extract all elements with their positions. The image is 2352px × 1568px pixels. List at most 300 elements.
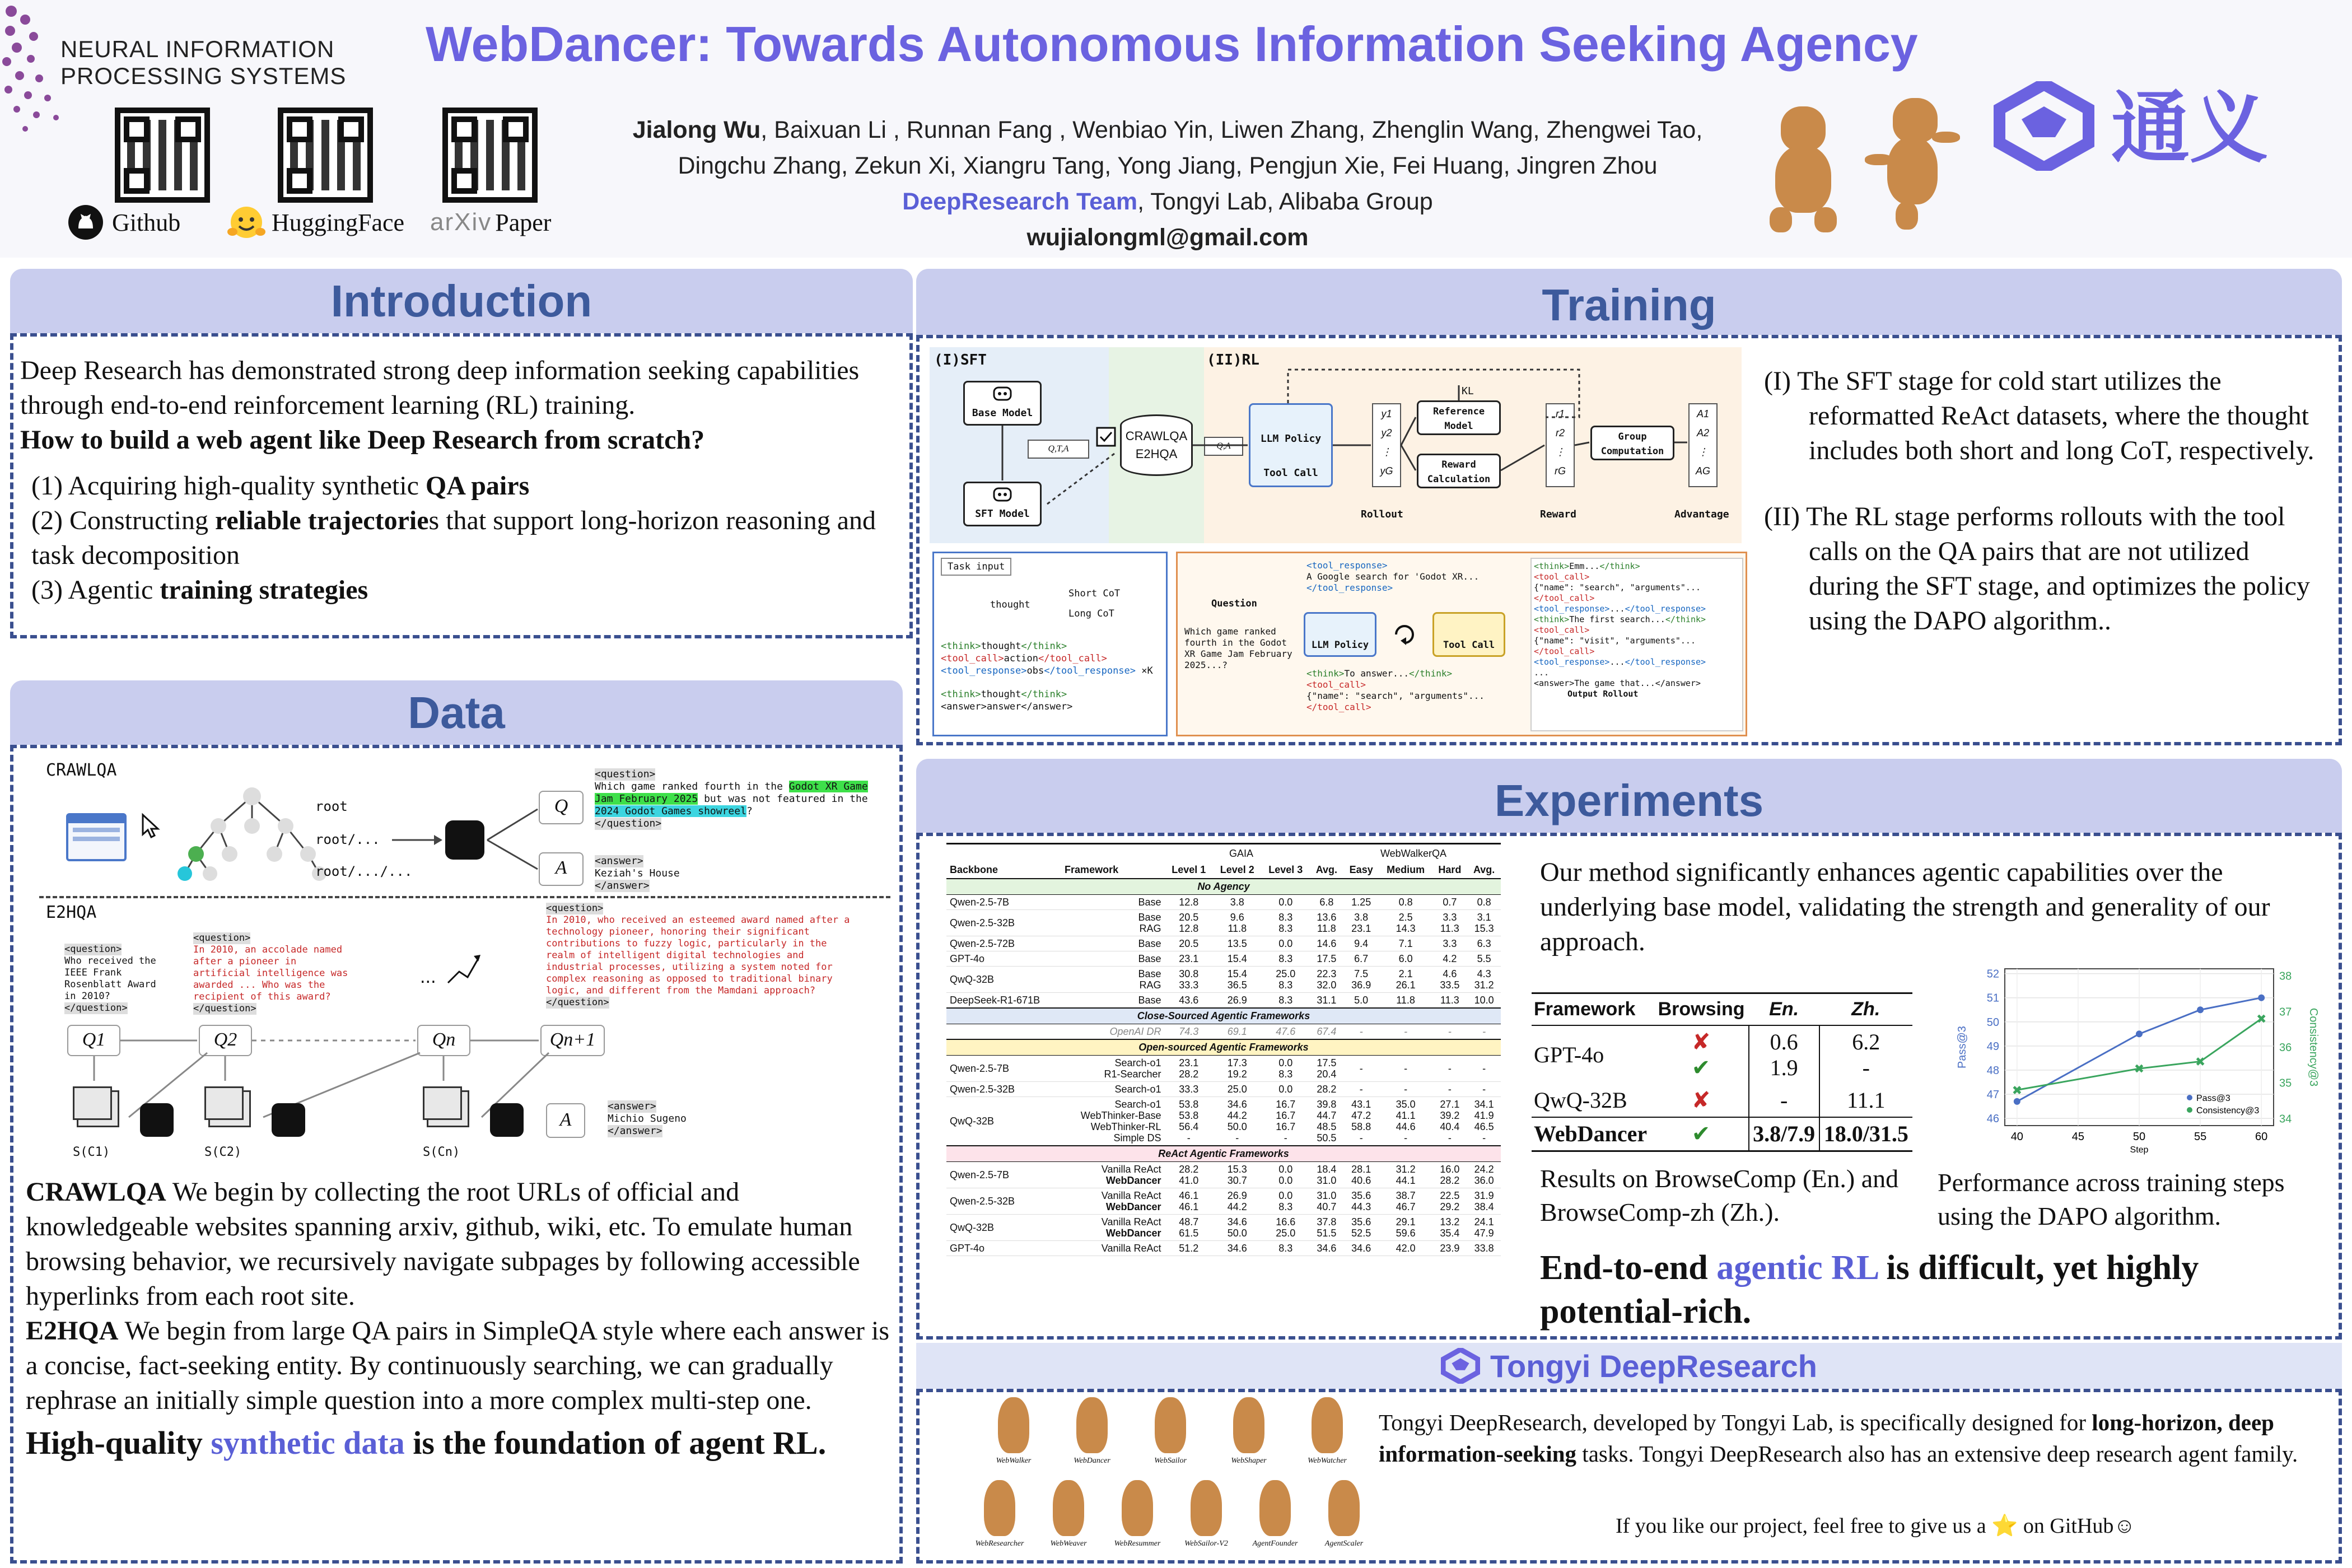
agent-family-label: WebWalker [996, 1457, 1032, 1465]
table-cell: 16.7 16.7 16.7 - [1276, 1099, 1296, 1144]
table-cell: 5.0 [1354, 995, 1369, 1006]
x-tick-label: 55 [2194, 1131, 2207, 1143]
neurips-line2: PROCESSING SYSTEMS [60, 63, 347, 89]
rl-trace-bottom: <think>To answer...</think> <tool_call> {"name": "search", "arguments"... </tool_call> [1306, 668, 1485, 712]
kl-label: KL [1462, 385, 1474, 397]
authors-block [577, 112, 1758, 255]
table-row [946, 967, 1501, 993]
table-cell: 38.7 46.7 [1396, 1190, 1416, 1212]
agent-family-item [1313, 1480, 1375, 1556]
table-cell: 23.1 [1179, 953, 1199, 964]
qa-branch-arrows [484, 801, 546, 879]
x-axis-label: Step [2130, 1145, 2149, 1155]
table-cell: 0.0 8.3 [1278, 1190, 1293, 1212]
agent-mascot [1233, 1397, 1264, 1453]
table-cell: 11.8 [1396, 995, 1415, 1006]
table-cell: Qwen-2.5-7B [950, 1063, 1010, 1074]
table-row [946, 1082, 1501, 1097]
table-cell: 16.6 25.0 [1276, 1216, 1296, 1239]
github-qr[interactable] [115, 108, 210, 203]
x-tick-label: 60 [2255, 1131, 2268, 1143]
table-cell: 53.8 53.8 56.4 - [1179, 1099, 1199, 1144]
agent-mascot [1122, 1480, 1153, 1536]
table-row [946, 1097, 1501, 1146]
table-cell: 26.9 [1227, 995, 1247, 1006]
table-cell: 3.1 15.3 [1474, 912, 1494, 934]
table-cell: 0.0 8.3 [1278, 1057, 1293, 1080]
results-header-cell: Backbone [950, 864, 998, 875]
table-row [946, 936, 1501, 951]
rl-example [1176, 552, 1747, 736]
table-cell: 8.3 [1278, 1243, 1293, 1254]
star-note-post: on GitHub☺ [2018, 1514, 2136, 1538]
huggingface-link[interactable] [227, 203, 404, 242]
data-point [2014, 1098, 2020, 1105]
y-tick-label: 50 [1986, 1016, 1999, 1029]
table-cell: Vanilla ReAct WebDancer [1101, 1190, 1161, 1212]
agent-mascot [984, 1480, 1015, 1536]
root-label-1: root [315, 799, 348, 814]
agent-family-item [1218, 1397, 1280, 1473]
cursor-icon [140, 812, 162, 840]
table-cell: 22.3 32.0 [1317, 968, 1337, 991]
table-cell: 34.6 50.0 [1227, 1216, 1247, 1239]
agent-family-label: WebShaper [1231, 1457, 1267, 1465]
authors-line1 [577, 112, 1758, 148]
table-row [1532, 1117, 1912, 1151]
table-cell: 5.5 [1477, 953, 1491, 964]
table-cell: 17.5 [1317, 953, 1337, 964]
data-point: ✖ [2256, 1012, 2267, 1027]
table-cell: 0.0 [1278, 897, 1293, 908]
table-cell: 17.5 20.4 [1317, 1057, 1337, 1080]
legend-label: Consistency@3 [2196, 1106, 2260, 1116]
table-cell: 69.1 [1227, 1026, 1247, 1037]
legend-marker [2187, 1107, 2192, 1113]
agent-mascot [1053, 1480, 1084, 1536]
y2-tick-label: 36 [2279, 1042, 2292, 1054]
table-cell: Vanilla ReAct [1101, 1243, 1161, 1254]
table-cell: Qwen-2.5-32B [950, 917, 1015, 928]
table-cell: - [1482, 1026, 1486, 1037]
table-cell: 3.8 23.1 [1351, 912, 1371, 934]
table-cell: 9.6 11.8 [1228, 912, 1247, 934]
thought-label: thought [990, 599, 1030, 610]
crawl-q-end: ? [746, 805, 753, 817]
exp-takeaway-accent: agentic RL [1716, 1249, 1878, 1287]
results-section-title: Open-sourced Agentic Frameworks [946, 1039, 1501, 1056]
github-link[interactable] [67, 203, 180, 242]
table-cell: 43.1 47.2 58.8 - [1351, 1099, 1371, 1144]
y-tick-label: 49 [1986, 1040, 1999, 1053]
data-text [26, 1175, 899, 1464]
table-cell: 31.2 44.1 [1396, 1164, 1416, 1186]
e2h-q2-text: In 2010, an accolade named after a pioneer in artificial intelligence was awarded ... Who was the recipient of this award? [193, 944, 348, 1002]
table-group-gaia: GAIA [1229, 848, 1254, 859]
reward-label: Reward [1540, 508, 1577, 520]
table-cell: 6.3 [1477, 938, 1491, 949]
results-section-title: No Agency [946, 879, 1501, 895]
intro-item-3-text: (3) Agentic [31, 575, 160, 605]
table-cell: 43.6 [1179, 995, 1199, 1006]
experiments-takeaway [1540, 1246, 2324, 1333]
sft-label: (I)SFT [934, 352, 987, 368]
trend-up-icon [420, 949, 482, 988]
table-cell: Base RAG [1138, 912, 1161, 934]
experiments-title: Experiments [916, 759, 2342, 833]
table-cell: - [1404, 1026, 1408, 1037]
e2h-q2-block: <question> In 2010, an accolade named after a pioneer in artificial intelligence was awarded ... Who was the recipient of this award? </question> [193, 932, 356, 1015]
table-cell: 34.6 [1227, 1243, 1247, 1254]
intro-item-2-text: (2) Constructing [31, 506, 215, 535]
crawl-q-highlight-2: 2024 Godot Games showreel [595, 805, 746, 817]
table-cell: - [1359, 1084, 1363, 1095]
arrow-to-llm [392, 832, 442, 848]
github-star-note[interactable] [1616, 1513, 2135, 1538]
browsecomp-table [1532, 992, 1912, 1152]
y2-axis-label: Consistency@3 [2307, 1007, 2320, 1087]
e2hqa-paragraph [26, 1314, 899, 1418]
table-cell: 23.1 28.2 [1179, 1057, 1199, 1080]
poster-title: WebDancer: Towards Autonomous Information Seeking Agency [426, 16, 1918, 72]
tool-call-label: Tool Call [1263, 467, 1318, 479]
table-cell: 2.5 14.3 [1396, 912, 1416, 934]
table-cell: Base [1138, 897, 1161, 908]
table-cell: Base [1138, 995, 1161, 1006]
results-section-row [946, 1039, 1501, 1056]
agent-family-label: WebResummer [1114, 1539, 1161, 1548]
table-cell: - [1359, 1026, 1363, 1037]
a-node-e2h: A [546, 1103, 585, 1138]
e2h-q3-text: In 2010, who received an esteemed award named after a technology pioneer, honoring their significant contributions to fuzzy logic, particularly in the realm of intelligent digital technologies and industrial processes, utilizing a system noted for complex reasoning as opposed to traditional binary logic, and different from the Mamdani approach? [546, 914, 850, 996]
intro-list [20, 469, 900, 608]
training-text [1764, 364, 2324, 638]
table-cell: 31.0 40.7 [1317, 1190, 1337, 1212]
table-cell: 0.0 0.0 [1278, 1164, 1293, 1186]
table-cell: - [1482, 1063, 1486, 1074]
table-cell: Base [1138, 938, 1161, 949]
table-cell: 4.2 [1443, 953, 1457, 964]
table-cell: 31.1 [1317, 995, 1337, 1006]
email[interactable]: wujialongml@gmail.com [1026, 224, 1309, 251]
y2-tick-label: 37 [2279, 1006, 2292, 1019]
agent-family-item [1038, 1480, 1099, 1556]
q-node-n: Qn [417, 1025, 470, 1056]
root-label-3: root/.../... [315, 864, 413, 879]
table-cell: 24.1 47.9 [1474, 1216, 1494, 1239]
crawl-q-pre: Which game ranked fourth in the [595, 781, 789, 792]
github-label: Github [112, 208, 181, 236]
table-cell: 37.8 51.5 [1317, 1216, 1337, 1239]
qta-token-card: Q,T,A [1028, 440, 1089, 459]
table-cell: 12.8 [1179, 897, 1199, 908]
neurips-line1: NEURAL INFORMATION [60, 36, 335, 62]
table-cell: GPT-4o [1534, 1042, 1604, 1067]
table-cell: 25.0 [1227, 1084, 1247, 1095]
huggingface-qr[interactable] [278, 108, 373, 203]
table-cell: 28.2 41.0 [1179, 1164, 1199, 1186]
table-cell: 15.4 36.5 [1227, 968, 1247, 991]
table-cell: - [1749, 1084, 1819, 1117]
table-cell: 34.6 [1351, 1243, 1371, 1254]
intro-item-3-bold: training strategies [160, 575, 368, 605]
paper-qr[interactable] [442, 108, 538, 203]
table-row [946, 1056, 1501, 1082]
table-cell: 24.2 36.0 [1474, 1164, 1494, 1186]
table-cell: QwQ-32B [950, 974, 995, 985]
table-cell: OpenAI DR [1109, 1026, 1161, 1037]
experiments-intro: Our method significantly enhances agentic capabilities over the underlying base model, validating the strength and generality of our approach. [1540, 857, 2270, 956]
table-cell: 6.2 - [1819, 1025, 1912, 1084]
group-comp-label: Group Computation [1600, 431, 1664, 457]
agent-mascot [1191, 1480, 1222, 1536]
table-cell: 74.3 [1179, 1026, 1199, 1037]
q-node-2: Q2 [199, 1025, 252, 1056]
pages-stack-n [423, 1086, 462, 1120]
star-icon: ⭐ [1991, 1513, 2018, 1538]
y-tick-label: 48 [1986, 1064, 1999, 1077]
table-cell: Qwen-2.5-72B [950, 938, 1015, 949]
results-header-cell: Easy [1349, 864, 1373, 875]
results-header-cell: Avg. [1473, 864, 1495, 875]
agent-family-item [1244, 1480, 1306, 1556]
results-header-cell: Level 1 [1172, 864, 1206, 875]
results-header-cell: Level 3 [1268, 864, 1303, 875]
table-cell: 27.1 39.2 40.4 - [1440, 1099, 1460, 1144]
browsecomp-caption: Results on BrowseComp (En.) and BrowseComp-zh (Zh.). [1540, 1164, 1899, 1226]
table-row [946, 1241, 1501, 1256]
dataset-crawlqa: CRAWLQA [1125, 429, 1188, 443]
table-cell: 6.0 [1398, 953, 1413, 964]
data-point: ✖ [2134, 1062, 2145, 1077]
table-row [946, 910, 1501, 936]
intro-item-1-bold: QA pairs [425, 471, 530, 501]
tongyi-desc-bold: long-horizon, deep information-seeking [1379, 1410, 2274, 1467]
long-cot-label: Long CoT [1068, 608, 1114, 619]
table-cell: Qwen-2.5-7B [950, 1169, 1010, 1180]
crawlqa-bold: CRAWLQA [26, 1177, 166, 1207]
table-cell: 34.6 44.2 50.0 - [1227, 1099, 1247, 1144]
affiliation-line [577, 184, 1758, 220]
crawl-question-block: <question> Which game ranked fourth in the Godot XR Game Jam February 2025 but was not featured in the 2024 Godot Games showreel? </question> [595, 768, 886, 830]
paper-link[interactable] [430, 203, 551, 242]
cycle-icon [1390, 620, 1418, 648]
data-point [2197, 1006, 2204, 1013]
intro-title: Introduction [10, 269, 913, 333]
data-title: Data [10, 680, 903, 745]
question-example: Which game ranked fourth in the Godot XR Game Jam February 2025...? [1184, 626, 1292, 670]
agent-mascot [998, 1397, 1029, 1453]
tongyi-desc [1379, 1407, 2320, 1469]
llm-icon-1 [140, 1103, 174, 1137]
table-cell: - [1448, 1026, 1452, 1037]
rl-label: (II)RL [1207, 352, 1259, 368]
e2h-q1-block: <question> Who received the IEEE Frank Rosenblatt Award in 2010? </question> [64, 944, 171, 1014]
results-table [946, 862, 1501, 1256]
table-cell: 3.8/7.9 [1749, 1117, 1819, 1151]
llm-policy-label: LLM Policy [1260, 433, 1322, 445]
reward-calc-label: Reward Calculation [1427, 459, 1491, 485]
table-cell: 46.1 46.1 [1179, 1190, 1199, 1212]
agent-mascot [1312, 1397, 1343, 1453]
agent-family-label: WebWeaver [1050, 1539, 1087, 1548]
pages-stack-2 [204, 1086, 244, 1120]
dataset-e2hqa: E2HQA [1135, 447, 1178, 461]
agent-family-label: WebSailor-V2 [1184, 1539, 1228, 1548]
s-label-1: S(C1) [73, 1145, 110, 1159]
team-name: DeepResearch Team [902, 188, 1138, 215]
bc-header-browsing: Browsing [1658, 998, 1745, 1020]
table-cell: 42.0 [1396, 1243, 1416, 1254]
reward-outputs: r1 r2 ⋮ rG [1546, 403, 1575, 487]
exp-takeaway-pre: End-to-end [1540, 1249, 1717, 1287]
table-cell: ✘ [1691, 1088, 1711, 1113]
crawl-q-highlight-1: Godot XR Game Jam February 2025 [595, 781, 868, 805]
table-cell: - [1359, 1063, 1363, 1074]
table-cell: 11.3 [1440, 995, 1459, 1006]
advantage-label: Advantage [1674, 508, 1729, 520]
agent-family-item [1061, 1397, 1123, 1473]
intro-item-3 [31, 573, 900, 608]
e2h-q3-block: <question> In 2010, who received an esteemed award named after a technology pioneer, honoring their significant contributions to fuzzy logic, particularly in the realm of intelligent digital technologies and industrial processes, utilizing a system noted for complex reasoning as opposed to traditional binary logic, and different from the Mamdani approach? </question> [546, 903, 860, 1009]
results-section-title: Close-Sourced Agentic Frameworks [946, 1008, 1501, 1024]
paper-label: Paper [495, 208, 552, 236]
q-node-crawl: Q [539, 791, 584, 824]
table-cell: 18.4 31.0 [1317, 1164, 1337, 1186]
mascot-1 [1758, 106, 1848, 235]
sft-model-label: SFT Model [975, 508, 1030, 520]
e2h-chain [50, 1019, 862, 1165]
y2-tick-label: 35 [2279, 1077, 2292, 1090]
table-cell: 30.8 33.3 [1179, 968, 1199, 991]
table-row [946, 1215, 1501, 1241]
table-cell [946, 1024, 1061, 1040]
results-header-cell: Avg. [1315, 864, 1338, 875]
rl-stage-text: (II) The RL stage performs rollouts with the tool calls on the QA pairs that are not utilized during the SFT stage, and optimizes the policy using the DAPO algorithm.. [1764, 502, 2310, 636]
intro-question: How to build a web agent like Deep Research from scratch? [20, 425, 705, 455]
reference-model-label: Reference Model [1432, 406, 1485, 432]
crawlqa-desc: We begin by collecting the root URLs of official and knowledgeable websites spanning arxiv, github, wiki, etc. To emulate human browsing behavior, we recursively navigate subpages by following accessible hyperlinks from each root site. [26, 1177, 860, 1311]
table-cell: - [1482, 1084, 1486, 1095]
tongyi-desc-post: tasks. Tongyi DeepResearch also has an extensive deep research agent family. [1576, 1441, 2298, 1467]
mascot-2 [1865, 98, 1960, 232]
table-row [946, 951, 1501, 967]
table-row [946, 1188, 1501, 1215]
base-model-label: Base Model [972, 407, 1033, 419]
table-cell: 39.8 44.7 48.5 50.5 [1317, 1099, 1337, 1144]
affiliation: , Tongyi Lab, Alibaba Group [1137, 188, 1433, 215]
y-tick-label: 47 [1986, 1089, 1999, 1101]
agent-mascot [1155, 1397, 1186, 1453]
table-cell: 13.5 [1227, 938, 1247, 949]
table-cell: 0.7 [1443, 897, 1457, 908]
table-cell: 0.8 [1398, 897, 1413, 908]
tongyi-title: Tongyi DeepResearch [1490, 1348, 1818, 1384]
y-tick-label: 52 [1986, 968, 1999, 981]
e2hqa-bold: E2HQA [26, 1316, 119, 1346]
results-section-row [946, 879, 1501, 895]
question-chip: Question [1211, 598, 1257, 609]
data-takeaway-accent: synthetic data [211, 1425, 405, 1461]
table-cell: Search-o1 R1-Searcher [1104, 1057, 1161, 1080]
e2h-answer-text: Michio Sugeno [608, 1113, 687, 1124]
table-cell: 13.2 35.4 [1440, 1216, 1460, 1239]
bc-header-zh: Zh. [1851, 998, 1880, 1020]
agent-family-grid [974, 1397, 1378, 1560]
bc-header-en: En. [1769, 998, 1799, 1020]
agent-mascot [1076, 1397, 1108, 1453]
table-cell: QwQ-32B [950, 1116, 995, 1127]
table-cell: 13.6 11.8 [1317, 912, 1337, 934]
table-cell: WebDancer [1534, 1121, 1648, 1146]
table-cell: 29.1 59.6 [1396, 1216, 1416, 1239]
crawl-q-mid: but was not featured in the [698, 793, 868, 805]
star-note-pre: If you like our project, feel free to give us a [1616, 1514, 1992, 1538]
table-cell: DeepSeek-R1-671B [950, 995, 1040, 1006]
intro-item-1-text: (1) Acquiring high-quality synthetic [31, 471, 426, 501]
agent-mascot [1328, 1480, 1360, 1536]
table-cell: 3.8 [1230, 897, 1244, 908]
table-cell: Base RAG [1138, 968, 1161, 991]
table-cell: - [1448, 1084, 1452, 1095]
table-cell: 0.8 [1477, 897, 1491, 908]
data-point [2258, 995, 2265, 1001]
tongyi-brand-text: 通义 [2111, 83, 2269, 174]
table-cell: 4.3 31.2 [1474, 968, 1494, 991]
llm-icon-n [490, 1103, 524, 1137]
task-input-chip: Task input [941, 558, 1011, 576]
neurips-name [60, 36, 346, 90]
root-label-2: root/... [315, 832, 380, 847]
table-cell: 31.9 38.4 [1474, 1190, 1494, 1212]
table-cell: 33.8 [1474, 1243, 1494, 1254]
table-cell: 14.6 [1317, 938, 1337, 949]
table-cell: 67.4 [1317, 1026, 1337, 1037]
chart-caption: Performance across training steps using the DAPO algorithm. [1938, 1168, 2285, 1230]
s-label-n: S(Cn) [423, 1145, 460, 1159]
results-header-cell: Level 2 [1220, 864, 1254, 875]
table-cell: 7.1 [1398, 938, 1413, 949]
legend-label: Pass@3 [2196, 1094, 2230, 1103]
tongyi-small-logo-icon [1441, 1348, 1480, 1384]
table-cell: 51.2 [1179, 1243, 1199, 1254]
table-cell: - [1404, 1084, 1408, 1095]
crawl-question-text [595, 781, 886, 818]
intro-item-2-bold: reliable trajectorie [214, 506, 429, 535]
table-cell: 15.3 30.7 [1227, 1164, 1247, 1186]
data-point: ✖ [2195, 1055, 2206, 1070]
x-tick-label: 40 [2010, 1131, 2023, 1143]
e2hqa-label: E2HQA [46, 903, 97, 922]
results-section-row [946, 1008, 1501, 1024]
table-cell: 33.3 [1179, 1084, 1199, 1095]
table-cell: Search-o1 [1114, 1084, 1161, 1095]
table-cell: 7.5 36.9 [1351, 968, 1371, 991]
e2h-q1-text: Who received the IEEE Frank Rosenblatt Award in 2010? [64, 955, 156, 1002]
table-cell: 3.3 11.3 [1440, 912, 1459, 934]
table-cell: 23.9 [1440, 1243, 1460, 1254]
results-section-title: ReAct Agentic Frameworks [946, 1146, 1501, 1162]
crawlqa-label: CRAWLQA [46, 760, 117, 780]
table-cell: 26.9 44.2 [1227, 1190, 1247, 1212]
table-cell: Qwen-2.5-7B [950, 897, 1010, 908]
intro-item-2 [31, 503, 900, 573]
table-cell: 15.4 [1227, 953, 1247, 964]
table-cell: 0.0 [1278, 938, 1293, 949]
tongyi-desc-pre: Tongyi DeepResearch, developed by Tongyi Lab, is specifically designed for [1379, 1410, 2092, 1435]
sft-trace: <think>thought</think> <tool_call>action</tool_call> <tool_response>obs</tool_response> ×K <think>thought</think> <answer>answer</answer> [941, 641, 1153, 712]
table-cell: - [1404, 1063, 1408, 1074]
